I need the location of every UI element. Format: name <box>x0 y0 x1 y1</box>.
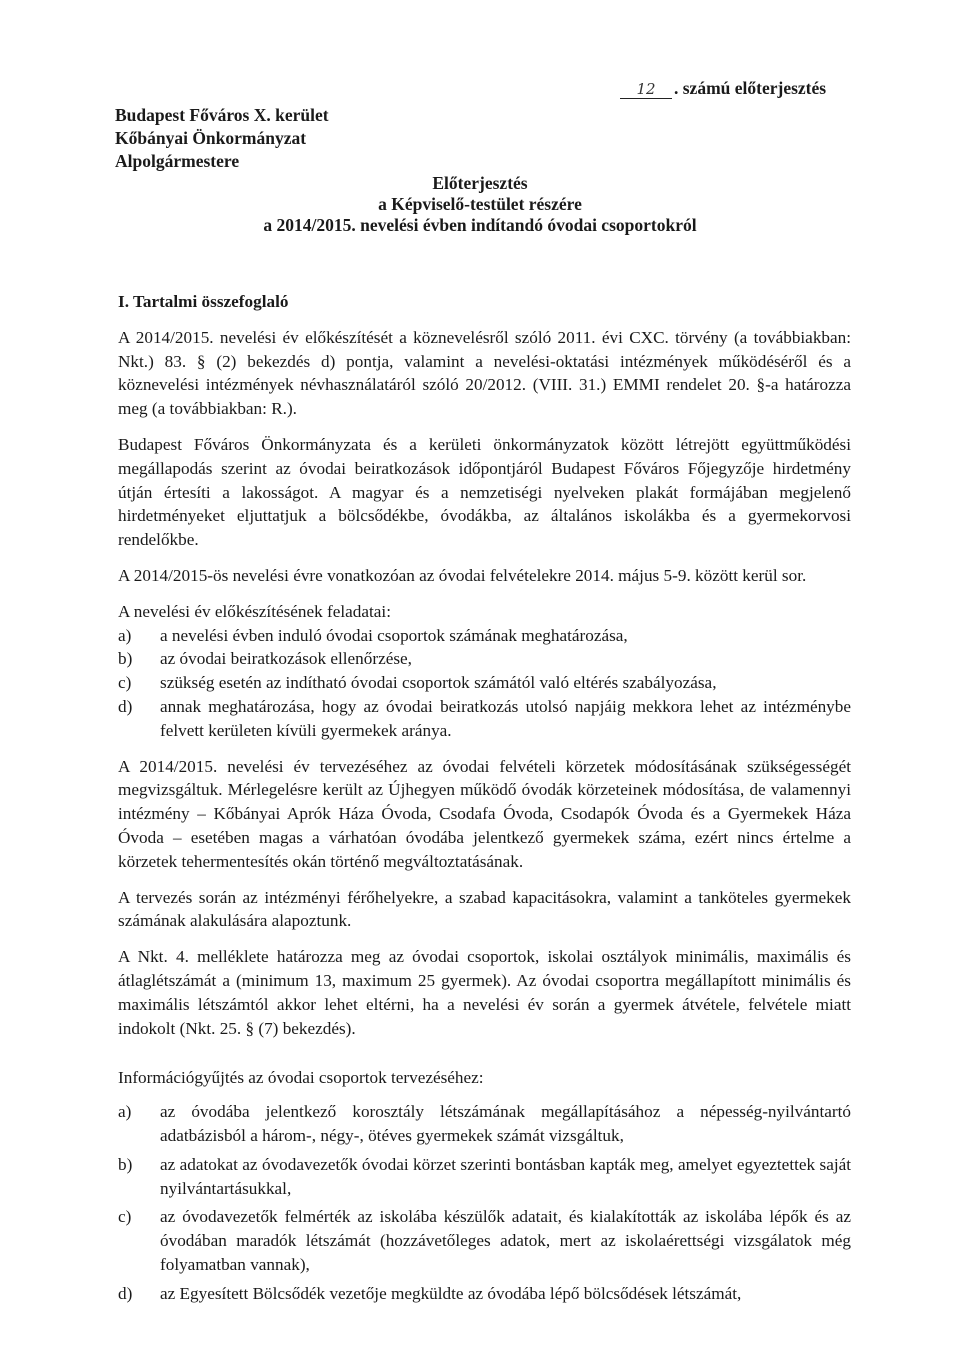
title-line-2: a Képviselő-testület részére <box>378 194 582 214</box>
list-item: b) az adatokat az óvodavezetők óvodai körzet szerinti bontásban kapták meg, amelyet egyeztettek saját nyilvántartásukkal, <box>118 1154 851 1198</box>
title-line-3: a 2014/2015. nevelési évben indítandó óvodai csoportokról <box>263 215 697 235</box>
issuer-line-1: Budapest Főváros X. kerület <box>115 105 329 125</box>
section-heading: I. Tartalmi összefoglaló <box>118 292 289 311</box>
info-list <box>118 1100 851 1305</box>
issuer-line-3: Alpolgármestere <box>115 151 240 171</box>
document-title <box>115 173 845 236</box>
document-body <box>118 290 851 1317</box>
list-item: a) az óvodába jelentkező korosztály létszámának megállapításához a népesség-nyilvántartó adatbázisból a három-, négy-, ötéves gyermekek számát vizsgáltuk, <box>118 1102 851 1145</box>
list-item: d) az Egyesített Bölcsődék vezetője megküldte az óvodába lépő bölcsődések létszámát, <box>118 1283 742 1303</box>
handwritten-number: 12 <box>620 80 672 99</box>
paragraph-legal-basis: A 2014/2015. nevelési év előkészítését a köznevelésről szóló 2011. évi CXC. törvény (a továbbiakban: Nkt.) 83. § (2) bekezdés d) pontja, valamint a nevelési-oktatási intézmények működéséről és a köznevelési intézmények névhasználatáról szóló 20/2012. (VIII. 31.) EMMI rendelet 20. §-a határozza meg (a továbbiakban: R.). <box>118 327 851 419</box>
paragraph-enrollment-dates: A 2014/2015-ös nevelési évre vonatkozóan az óvodai felvételekre 2014. május 5-9. között kerül sor. <box>118 565 807 585</box>
issuer-block <box>115 104 329 173</box>
list-item: d) annak meghatározása, hogy az óvodai beiratkozás utolsó napjáig mekkora lehet az intézménybe felvett kerületen kívüli gyermekek aránya. <box>118 696 851 740</box>
title-line-1: Előterjesztés <box>432 173 528 193</box>
tasks-list <box>118 624 851 743</box>
submission-number <box>620 78 826 99</box>
list-item: a) a nevelési évben induló óvodai csoportok számának meghatározása, <box>118 625 628 645</box>
list-item: b) az óvodai beiratkozások ellenőrzése, <box>118 649 412 669</box>
issuer-line-2: Kőbányai Önkormányzat <box>115 128 307 148</box>
submission-label: . számú előterjesztés <box>674 78 827 98</box>
paragraph-group-size: A Nkt. 4. melléklete határozza meg az óvodai csoportok, iskolai osztályok minimális, maximális és átlaglétszámát a (minimum 13, maximum 25 gyermek). Az óvodai csoportra megállapított minimális és maximális létszámtól akkor lehet eltérni, ha a nevelési év során a gyermek átvétele, felvétele miatt indokolt (Nkt. 25. § (7) bekezdés). <box>118 947 851 1038</box>
paragraph-planning: A tervezés során az intézményi férőhelyekre, a szabad kapacitásokra, valamint a tanköteles gyermekek számának alakulására alapoztunk. <box>118 887 851 931</box>
list-item: c) az óvodavezetők felmérték az iskolába készülők adatait, és kialakították az iskolába lépők és az óvodában maradók létszámát (hozzávetőleges adatok, mert az iskolaérettségi vizsgálatok még folyamatban vannak), <box>118 1207 851 1274</box>
tasks-intro: A nevelési év előkészítésének feladatai: <box>118 601 391 621</box>
paragraph-districts: A 2014/2015. nevelési év tervezéséhez az óvodai felvételi körzetek módosításának szükségességét megvizsgáltuk. Mérlegelésre került az Újhegyen működő óvodák körzeteinek módosítása, de valamennyi intézmény – Kőbányai Aprók Háza Óvoda, Csodafa Óvoda, Csodapók Óvoda és a Gyermekek Háza Óvoda – esetében magas a várhatóan óvodába jelentkező gyermekek száma, ezért nincs értelme a körzetek tehermentesítés okán történő megváltoztatásának. <box>118 756 851 871</box>
paragraph-agreement: Budapest Főváros Önkormányzata és a kerületi önkormányzatok között létrejött együttműködési megállapodás szerint az óvodai beiratkozások időpontjáról Budapest Főváros Főjegyzője hirdetmény útján értesíti a lakosságot. A magyar és a nemzetiségi nyelveken plakát formájában megjelenő hirdetményeket eljuttatjuk a bölcsődékbe, óvodákba, az általános iskolákba és a gyermekorvosi rendelőkbe. <box>118 434 851 550</box>
list-item: c) szükség esetén az indítható óvodai csoportok számától való eltérés szabályozása, <box>118 673 717 693</box>
info-intro: Információgyűjtés az óvodai csoportok tervezéséhez: <box>118 1068 484 1088</box>
